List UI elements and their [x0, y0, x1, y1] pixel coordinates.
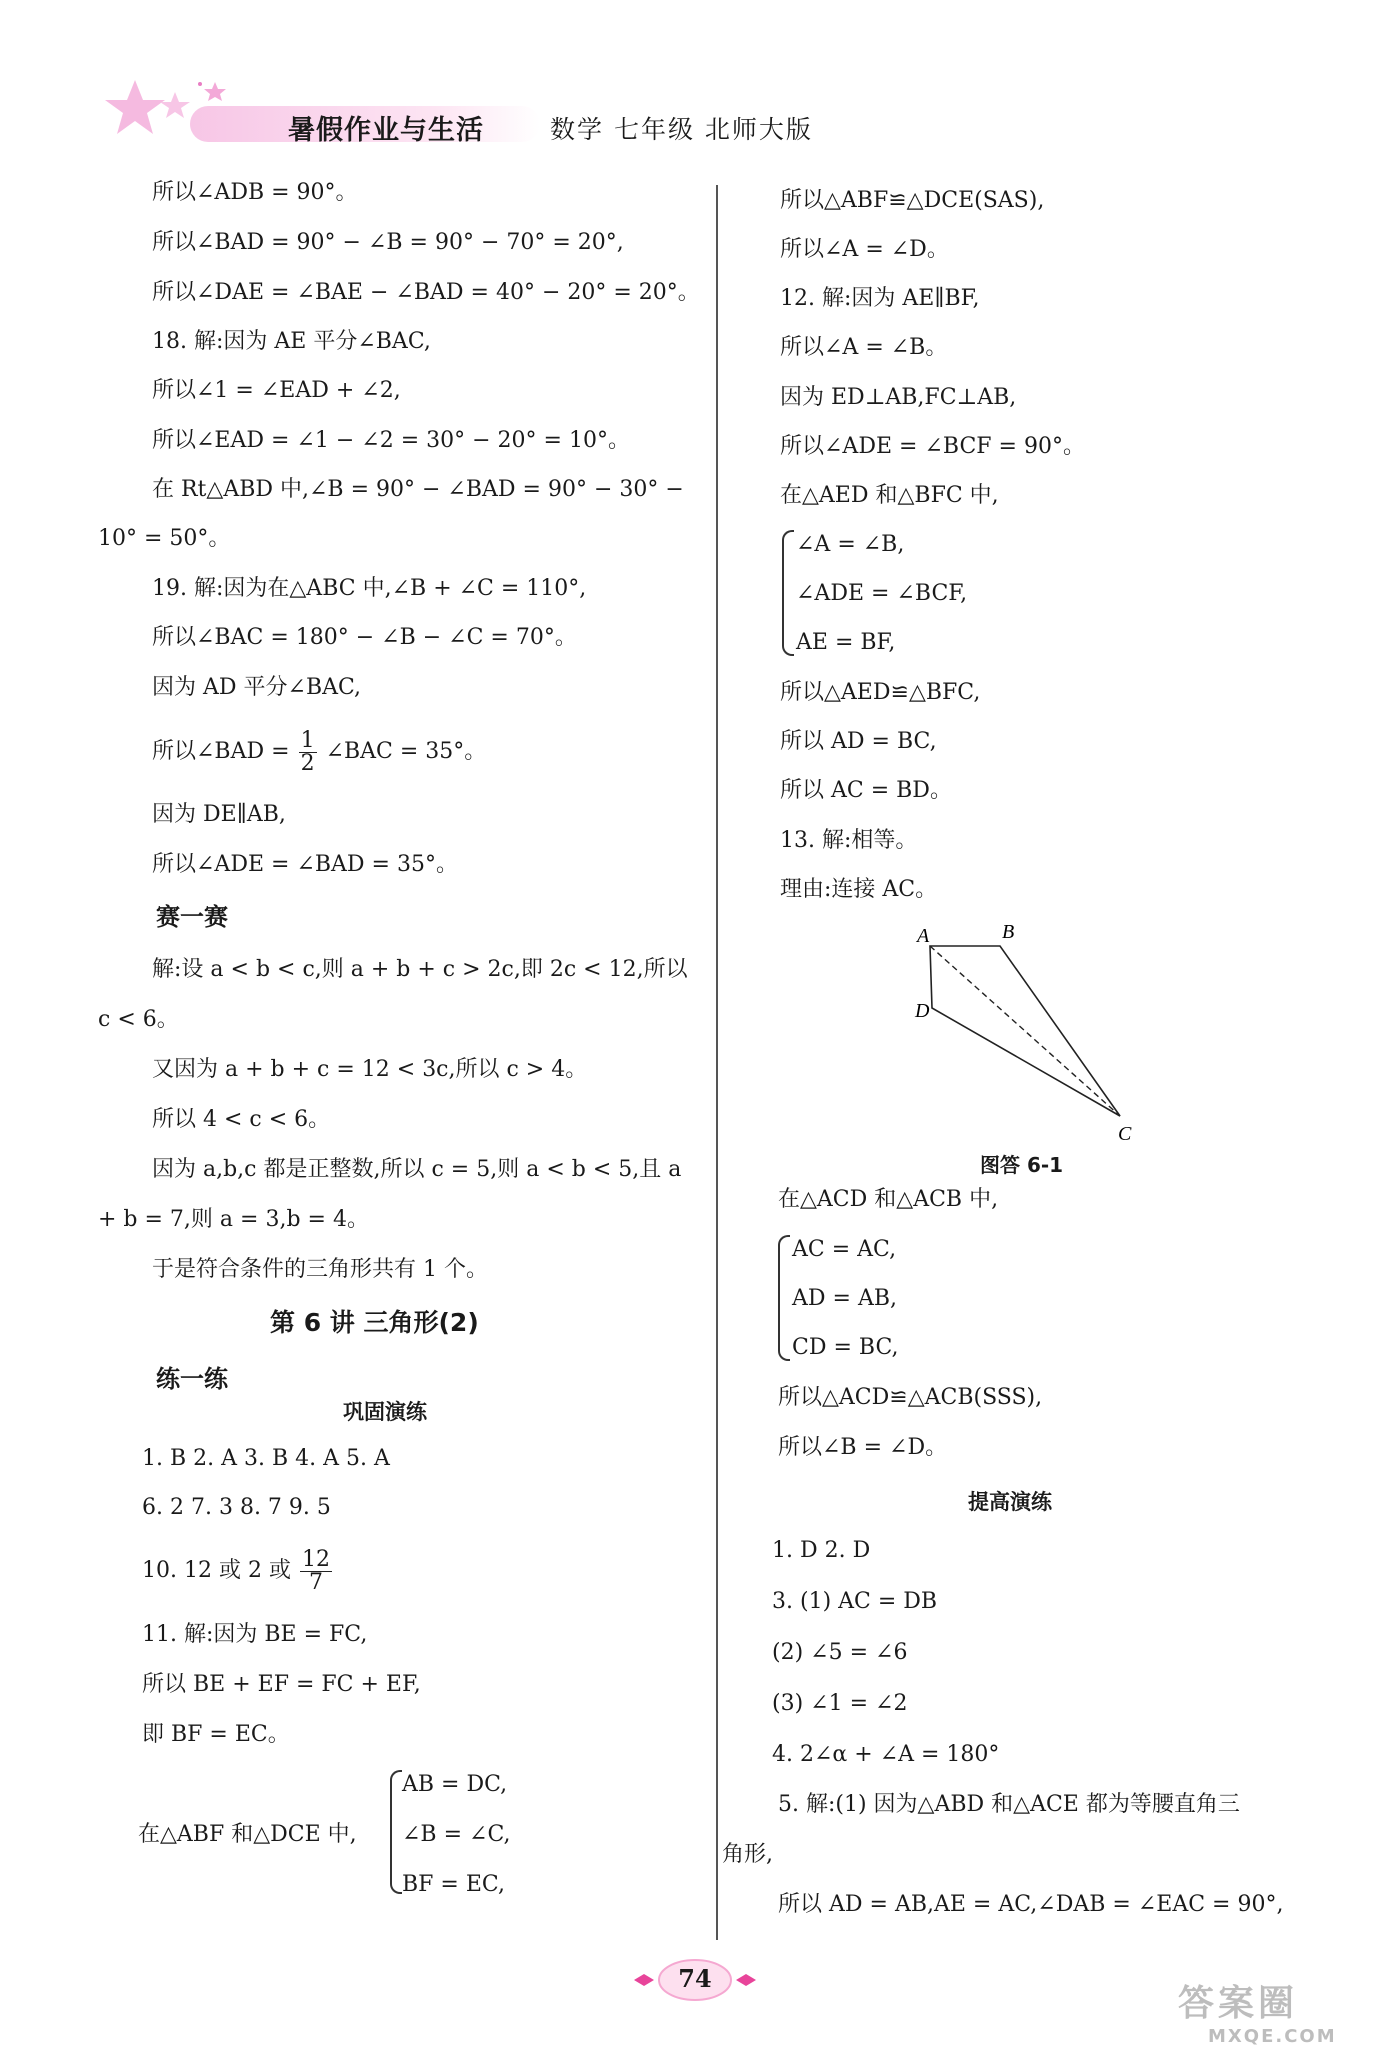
watermark-logo	[1178, 1975, 1358, 2045]
figure-caption: 图答 6-1	[980, 1153, 1064, 1177]
text-line: 所以 4 < c < 6。	[152, 1107, 331, 1132]
condition-line: AD = AB,	[792, 1286, 897, 1311]
text-line: 在△ACD 和△ACB 中,	[778, 1187, 999, 1212]
fraction-twelve-sevenths	[300, 1546, 332, 1595]
text-line: 在 Rt△ABD 中,∠B = 90° − ∠BAD = 90° − 30° −	[152, 477, 684, 502]
text-line: + b = 7,则 a = 3,b = 4。	[98, 1207, 369, 1232]
geometry-figure	[905, 918, 1145, 1148]
condition-line: AC = AC,	[792, 1237, 897, 1262]
text-line: 所以∠1 = ∠EAD + ∠2,	[152, 378, 401, 403]
book-subtitle: 数学 七年级 北师大版	[550, 115, 813, 144]
condition-line: CD = BC,	[792, 1335, 899, 1360]
text-line: 所以 AD = AB,AE = AC,∠DAB = ∠EAC = 90°,	[778, 1892, 1284, 1917]
book-title-banner	[190, 106, 540, 146]
text-line: 所以∠EAD = ∠1 − ∠2 = 30° − 20° = 10°。	[152, 428, 630, 453]
fraction-denominator: 2	[300, 750, 315, 776]
text-line: 11. 解:因为 BE = FC,	[142, 1622, 368, 1647]
vertex-label-c: C	[1118, 1123, 1132, 1145]
text-line: 理由:连接 AC。	[780, 877, 938, 902]
section-heading: 练一练	[156, 1365, 228, 1393]
text-line: 12. 解:因为 AE∥BF,	[780, 286, 980, 311]
text-line: 所以∠A = ∠D。	[780, 237, 949, 262]
text-line: 18. 解:因为 AE 平分∠BAC,	[152, 329, 431, 354]
text-line: 所以∠BAC = 180° − ∠B − ∠C = 70°。	[152, 625, 577, 650]
brace-bracket	[390, 1770, 402, 1894]
text-line: 所以△ACD≌△ACB(SSS),	[778, 1385, 1043, 1410]
text-line: 所以∠ADE = ∠BAD = 35°。	[152, 852, 458, 877]
brace-bracket	[778, 1235, 790, 1361]
fraction-numerator: 12	[301, 1546, 330, 1572]
page-number: 74	[678, 1964, 712, 1993]
quadrilateral-abcd	[930, 946, 1120, 1116]
text-line: 所以∠ADB = 90°。	[152, 180, 358, 205]
answer-line: 3. (1) AC = DB	[772, 1589, 938, 1614]
brace-bracket	[782, 530, 794, 656]
column-divider	[716, 185, 718, 1940]
text-line: 又因为 a + b + c = 12 < 3c,所以 c > 4。	[152, 1057, 588, 1082]
text-line: 所以△AED≌△BFC,	[780, 680, 981, 705]
watermark-url: MXQE.COM	[1208, 2026, 1337, 2047]
fraction-denominator: 7	[308, 1569, 323, 1595]
text-line: 所以∠BAD = 90° − ∠B = 90° − 70° = 20°,	[152, 230, 624, 255]
page-header	[95, 78, 815, 148]
text-segment: 所以∠BAD =	[152, 739, 290, 764]
answer-line: 1. D 2. D	[772, 1538, 871, 1563]
answer-line: (2) ∠5 = ∠6	[772, 1640, 908, 1665]
text-line: 在△AED 和△BFC 中,	[780, 483, 999, 508]
text-line: 5. 解:(1) 因为△ABD 和△ACE 都为等腰直角三	[778, 1792, 1240, 1817]
subsection-heading: 巩固演练	[343, 1400, 427, 1424]
subsection-heading: 提高演练	[968, 1490, 1052, 1514]
text-line: 所以∠B = ∠D。	[778, 1435, 948, 1460]
vertex-label-a: A	[917, 925, 930, 947]
condition-line: ∠ADE = ∠BCF,	[796, 581, 968, 606]
text-segment: 10. 12 或 2 或	[142, 1558, 291, 1583]
condition-line: ∠B = ∠C,	[402, 1822, 511, 1847]
answer-line: 4. 2∠α + ∠A = 180°	[772, 1742, 1000, 1767]
text-line: 因为 a,b,c 都是正整数,所以 c = 5,则 a < b < 5,且 a	[152, 1157, 682, 1182]
text-line: 因为 ED⊥AB,FC⊥AB,	[780, 385, 1017, 410]
text-line: 即 BF = EC。	[142, 1722, 290, 1747]
text-line: 所以∠A = ∠B。	[780, 335, 948, 360]
answer-line: 6. 2 7. 3 8. 7 9. 5	[142, 1495, 331, 1520]
vertex-label-b: B	[1002, 921, 1015, 943]
text-line: 所以△ABF≌△DCE(SAS),	[780, 188, 1045, 213]
text-line: 解:设 a < b < c,则 a + b + c > 2c,即 2c < 12,所以	[152, 957, 688, 982]
condition-line: BF = EC,	[402, 1872, 505, 1897]
text-line: 于是符合条件的三角形共有 1 个。	[152, 1257, 488, 1282]
lecture-title: 第 6 讲 三角形(2)	[270, 1308, 479, 1337]
text-line: 所以∠DAE = ∠BAE − ∠BAD = 40° − 20° = 20°。	[152, 280, 700, 305]
watermark-text: 答案圈	[1178, 1983, 1299, 2024]
text-line: 所以∠ADE = ∠BCF = 90°。	[780, 434, 1085, 459]
page-number-badge	[630, 1955, 760, 2005]
condition-line: ∠A = ∠B,	[796, 532, 905, 557]
text-line: 因为 DE∥AB,	[152, 802, 286, 827]
text-line: 所以 BE + EF = FC + EF,	[142, 1672, 421, 1697]
fraction-numerator: 1	[300, 727, 315, 753]
text-line: 13. 解:相等。	[780, 828, 918, 853]
diagonal-ac-dashed	[930, 946, 1120, 1116]
fraction-one-half	[299, 727, 317, 776]
text-line: 角形,	[722, 1842, 773, 1867]
text-line: 所以 AC = BD。	[780, 778, 952, 803]
answer-line	[142, 1545, 334, 1597]
text-line: 19. 解:因为在△ABC 中,∠B + ∠C = 110°,	[152, 576, 587, 601]
condition-line: AB = DC,	[402, 1772, 508, 1797]
condition-line: AE = BF,	[796, 630, 896, 655]
text-line: 10° = 50°。	[98, 526, 231, 551]
vertex-label-d: D	[915, 1000, 930, 1022]
text-line	[152, 726, 486, 778]
text-line: 因为 AD 平分∠BAC,	[152, 675, 362, 700]
book-title: 暑假作业与生活	[288, 115, 484, 146]
text-line: 所以 AD = BC,	[780, 729, 937, 754]
section-heading: 赛一赛	[156, 903, 228, 931]
answer-line: 1. B 2. A 3. B 4. A 5. A	[142, 1446, 390, 1471]
text-line: 在△ABF 和△DCE 中,	[138, 1822, 357, 1847]
answer-line: (3) ∠1 = ∠2	[772, 1691, 908, 1716]
text-segment: ∠BAC = 35°。	[325, 739, 487, 764]
text-line: c < 6。	[98, 1007, 179, 1032]
